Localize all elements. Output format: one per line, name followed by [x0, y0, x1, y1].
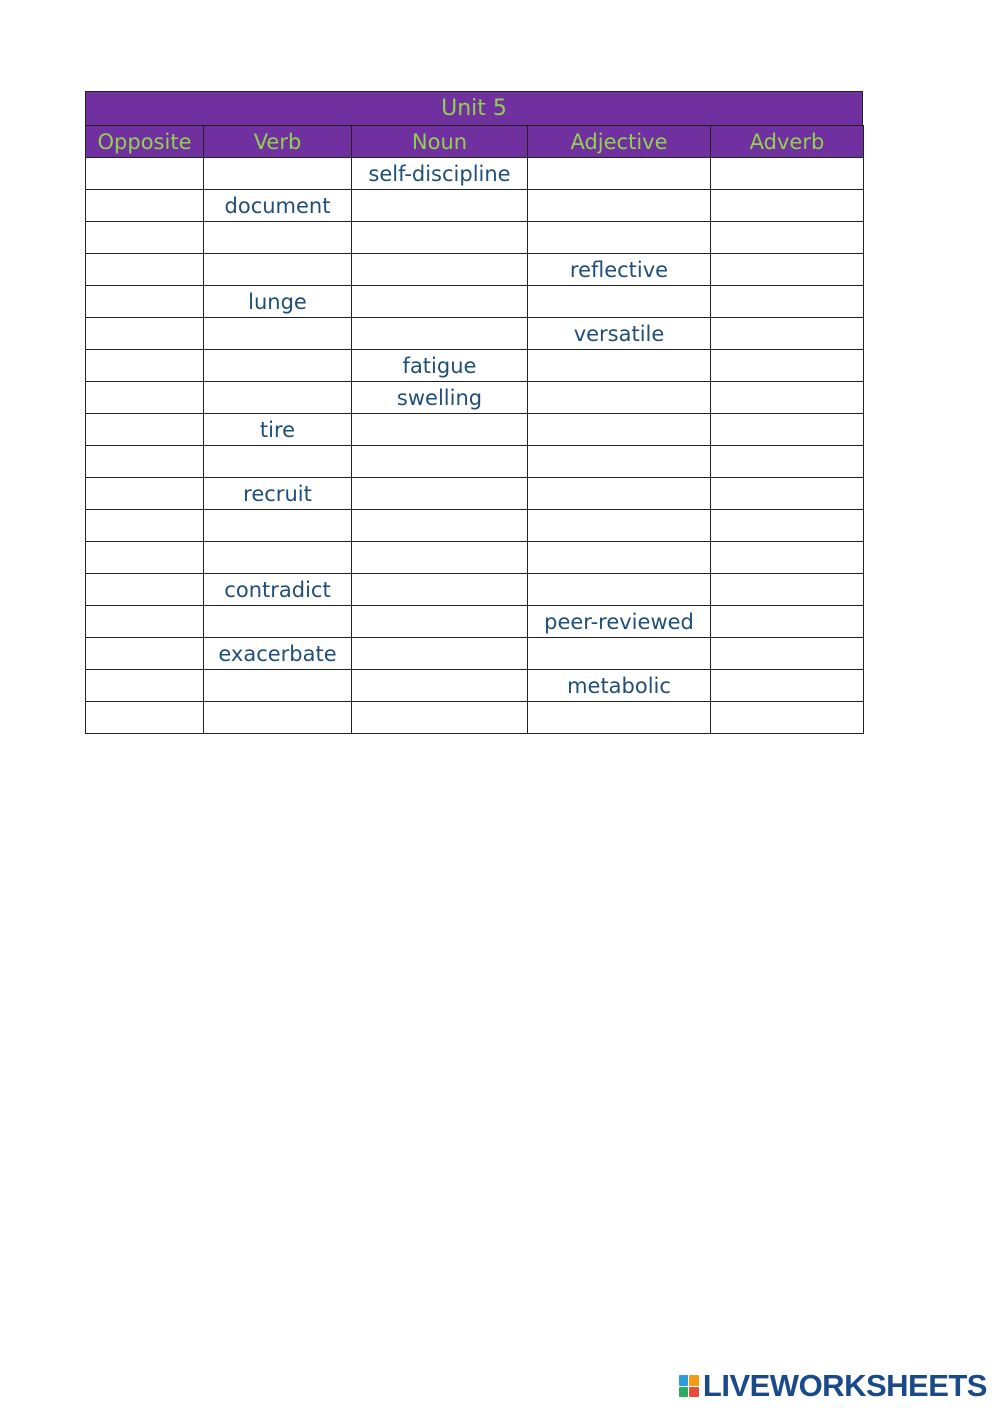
answer-cell-verb[interactable]	[204, 702, 352, 734]
answer-cell-noun[interactable]	[352, 670, 528, 702]
column-header-noun: Noun	[352, 126, 528, 158]
table-row	[86, 222, 864, 254]
answer-cell-opposite[interactable]	[86, 350, 204, 382]
answer-cell-adjective[interactable]	[528, 638, 711, 670]
table-row	[86, 254, 864, 286]
answer-cell-opposite[interactable]	[86, 542, 204, 574]
answer-cell-adjective[interactable]	[528, 542, 711, 574]
table-row	[86, 382, 864, 414]
answer-cell-opposite[interactable]	[86, 222, 204, 254]
answer-cell-verb[interactable]	[204, 542, 352, 574]
table-row	[86, 638, 864, 670]
answer-cell-adverb[interactable]	[711, 670, 864, 702]
table-row	[86, 414, 864, 446]
answer-cell-opposite[interactable]	[86, 382, 204, 414]
answer-cell-opposite[interactable]	[86, 638, 204, 670]
answer-cell-verb[interactable]	[204, 670, 352, 702]
answer-cell-verb[interactable]	[204, 382, 352, 414]
answer-cell-noun[interactable]	[352, 478, 528, 510]
given-word-verb: document	[204, 190, 352, 222]
table-row	[86, 702, 864, 734]
answer-cell-noun[interactable]	[352, 702, 528, 734]
given-word-noun: self-discipline	[352, 158, 528, 190]
given-word-verb: exacerbate	[204, 638, 352, 670]
answer-cell-opposite[interactable]	[86, 478, 204, 510]
table-row	[86, 446, 864, 478]
given-word-adjective: reflective	[528, 254, 711, 286]
answer-cell-adjective[interactable]	[528, 222, 711, 254]
answer-cell-adjective[interactable]	[528, 350, 711, 382]
liveworksheets-brand	[679, 1368, 987, 1404]
answer-cell-opposite[interactable]	[86, 286, 204, 318]
answer-cell-noun[interactable]	[352, 414, 528, 446]
answer-cell-adjective[interactable]	[528, 478, 711, 510]
answer-cell-adjective[interactable]	[528, 702, 711, 734]
answer-cell-noun[interactable]	[352, 542, 528, 574]
table-row	[86, 318, 864, 350]
given-word-noun: swelling	[352, 382, 528, 414]
column-header-adverb: Adverb	[711, 126, 864, 158]
liveworksheets-logo-icon	[679, 1375, 699, 1397]
answer-cell-adjective[interactable]	[528, 190, 711, 222]
answer-cell-opposite[interactable]	[86, 574, 204, 606]
brand-name: LIVEWORKSHEETS	[702, 1368, 987, 1403]
table-row	[86, 510, 864, 542]
given-word-verb: recruit	[204, 478, 352, 510]
answer-cell-opposite[interactable]	[86, 254, 204, 286]
answer-cell-opposite[interactable]	[86, 318, 204, 350]
table-row	[86, 606, 864, 638]
answer-cell-verb[interactable]	[204, 254, 352, 286]
answer-cell-noun[interactable]	[352, 638, 528, 670]
answer-cell-adverb[interactable]	[711, 478, 864, 510]
answer-cell-adverb[interactable]	[711, 702, 864, 734]
answer-cell-noun[interactable]	[352, 574, 528, 606]
answer-cell-adverb[interactable]	[711, 638, 864, 670]
answer-cell-opposite[interactable]	[86, 414, 204, 446]
table-row	[86, 286, 864, 318]
given-word-adjective: peer-reviewed	[528, 606, 711, 638]
answer-cell-adjective[interactable]	[528, 510, 711, 542]
table-row	[86, 478, 864, 510]
answer-cell-adjective[interactable]	[528, 574, 711, 606]
answer-cell-adverb[interactable]	[711, 414, 864, 446]
answer-cell-opposite[interactable]	[86, 158, 204, 190]
answer-cell-adverb[interactable]	[711, 574, 864, 606]
answer-cell-noun[interactable]	[352, 222, 528, 254]
answer-cell-verb[interactable]	[204, 606, 352, 638]
given-word-verb: tire	[204, 414, 352, 446]
worksheet-table-container	[85, 91, 863, 734]
answer-cell-adjective[interactable]	[528, 446, 711, 478]
answer-cell-adjective[interactable]	[528, 382, 711, 414]
answer-cell-adverb[interactable]	[711, 318, 864, 350]
answer-cell-verb[interactable]	[204, 510, 352, 542]
table-row	[86, 670, 864, 702]
given-word-adjective: metabolic	[528, 670, 711, 702]
answer-cell-verb[interactable]	[204, 318, 352, 350]
answer-cell-adverb[interactable]	[711, 446, 864, 478]
given-word-adjective: versatile	[528, 318, 711, 350]
answer-cell-adjective[interactable]	[528, 158, 711, 190]
given-word-verb: lunge	[204, 286, 352, 318]
answer-cell-adverb[interactable]	[711, 382, 864, 414]
answer-cell-opposite[interactable]	[86, 446, 204, 478]
answer-cell-adverb[interactable]	[711, 286, 864, 318]
answer-cell-opposite[interactable]	[86, 190, 204, 222]
answer-cell-noun[interactable]	[352, 446, 528, 478]
table-row	[86, 574, 864, 606]
answer-cell-adverb[interactable]	[711, 190, 864, 222]
table-body	[86, 158, 864, 734]
answer-cell-opposite[interactable]	[86, 670, 204, 702]
answer-cell-opposite[interactable]	[86, 606, 204, 638]
given-word-verb: contradict	[204, 574, 352, 606]
answer-cell-noun[interactable]	[352, 286, 528, 318]
answer-cell-verb[interactable]	[204, 158, 352, 190]
answer-cell-adverb[interactable]	[711, 254, 864, 286]
answer-cell-verb[interactable]	[204, 446, 352, 478]
unit-title: Unit 5	[85, 91, 863, 125]
answer-cell-adverb[interactable]	[711, 606, 864, 638]
answer-cell-adverb[interactable]	[711, 222, 864, 254]
column-header-adjective: Adjective	[528, 126, 711, 158]
table-row	[86, 542, 864, 574]
header-row	[86, 126, 864, 158]
word-forms-table	[85, 125, 864, 734]
table-row	[86, 190, 864, 222]
answer-cell-noun[interactable]	[352, 510, 528, 542]
answer-cell-noun[interactable]	[352, 190, 528, 222]
table-row	[86, 158, 864, 190]
answer-cell-verb[interactable]	[204, 350, 352, 382]
answer-cell-adjective[interactable]	[528, 286, 711, 318]
answer-cell-opposite[interactable]	[86, 702, 204, 734]
answer-cell-opposite[interactable]	[86, 510, 204, 542]
answer-cell-adverb[interactable]	[711, 350, 864, 382]
answer-cell-adverb[interactable]	[711, 542, 864, 574]
table-row	[86, 350, 864, 382]
column-header-verb: Verb	[204, 126, 352, 158]
given-word-noun: fatigue	[352, 350, 528, 382]
answer-cell-noun[interactable]	[352, 254, 528, 286]
column-header-opposite: Opposite	[86, 126, 204, 158]
answer-cell-adverb[interactable]	[711, 510, 864, 542]
answer-cell-noun[interactable]	[352, 318, 528, 350]
answer-cell-adjective[interactable]	[528, 414, 711, 446]
answer-cell-verb[interactable]	[204, 222, 352, 254]
answer-cell-noun[interactable]	[352, 606, 528, 638]
answer-cell-adverb[interactable]	[711, 158, 864, 190]
